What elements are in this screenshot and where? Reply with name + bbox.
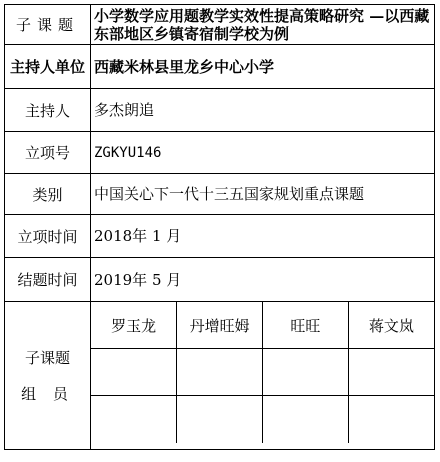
- empty-cell: [177, 396, 263, 444]
- start-time-label: 立项时间: [5, 215, 91, 258]
- empty-cell: [263, 349, 349, 396]
- members-empty-row: [91, 349, 434, 396]
- member-name: 蒋文岚: [348, 302, 434, 349]
- members-grid: [91, 302, 434, 443]
- topic-value: 小学数学应用题教学实效性提高策略研究 —以西藏东部地区乡镇寄宿制学校为例: [91, 5, 435, 45]
- project-no-value: ZGKYU146: [91, 132, 435, 174]
- members-names-row: [91, 302, 434, 349]
- category-label: 类别: [5, 174, 91, 215]
- topic-label: 子课题: [5, 5, 91, 45]
- category-value: 中国关心下一代十三五国家规划重点课题: [91, 174, 435, 215]
- empty-cell: [91, 349, 177, 396]
- host-row: [5, 89, 435, 132]
- project-no-row: [5, 132, 435, 174]
- start-time-row: [5, 215, 435, 258]
- topic-row: [5, 5, 435, 45]
- empty-cell: [348, 349, 434, 396]
- category-row: [5, 174, 435, 215]
- host-label: 主持人: [5, 89, 91, 132]
- member-name: 罗玉龙: [91, 302, 177, 349]
- empty-cell: [263, 396, 349, 444]
- members-grid-cell: [91, 302, 435, 450]
- members-row: [5, 302, 435, 450]
- start-time-value: 2018年 1 月: [91, 215, 435, 258]
- members-label-line2: 组 员: [21, 384, 74, 403]
- members-label-line1: 子课题: [24, 348, 70, 367]
- host-unit-label: 主持人单位: [5, 45, 91, 89]
- member-name: 丹增旺姆: [177, 302, 263, 349]
- project-no-label: 立项号: [5, 132, 91, 174]
- host-unit-row: [5, 45, 435, 89]
- end-time-row: [5, 258, 435, 302]
- host-unit-value: 西藏米林县里龙乡中心小学: [91, 45, 435, 89]
- project-info-table: [4, 4, 435, 450]
- empty-cell: [91, 396, 177, 444]
- host-value: 多杰朗追: [91, 89, 435, 132]
- project-info-sheet: [4, 4, 435, 458]
- members-empty-row: [91, 396, 434, 444]
- end-time-label: 结题时间: [5, 258, 91, 302]
- members-label: [5, 302, 91, 450]
- member-name: 旺旺: [263, 302, 349, 349]
- empty-cell: [348, 396, 434, 444]
- end-time-value: 2019年 5 月: [91, 258, 435, 302]
- empty-cell: [177, 349, 263, 396]
